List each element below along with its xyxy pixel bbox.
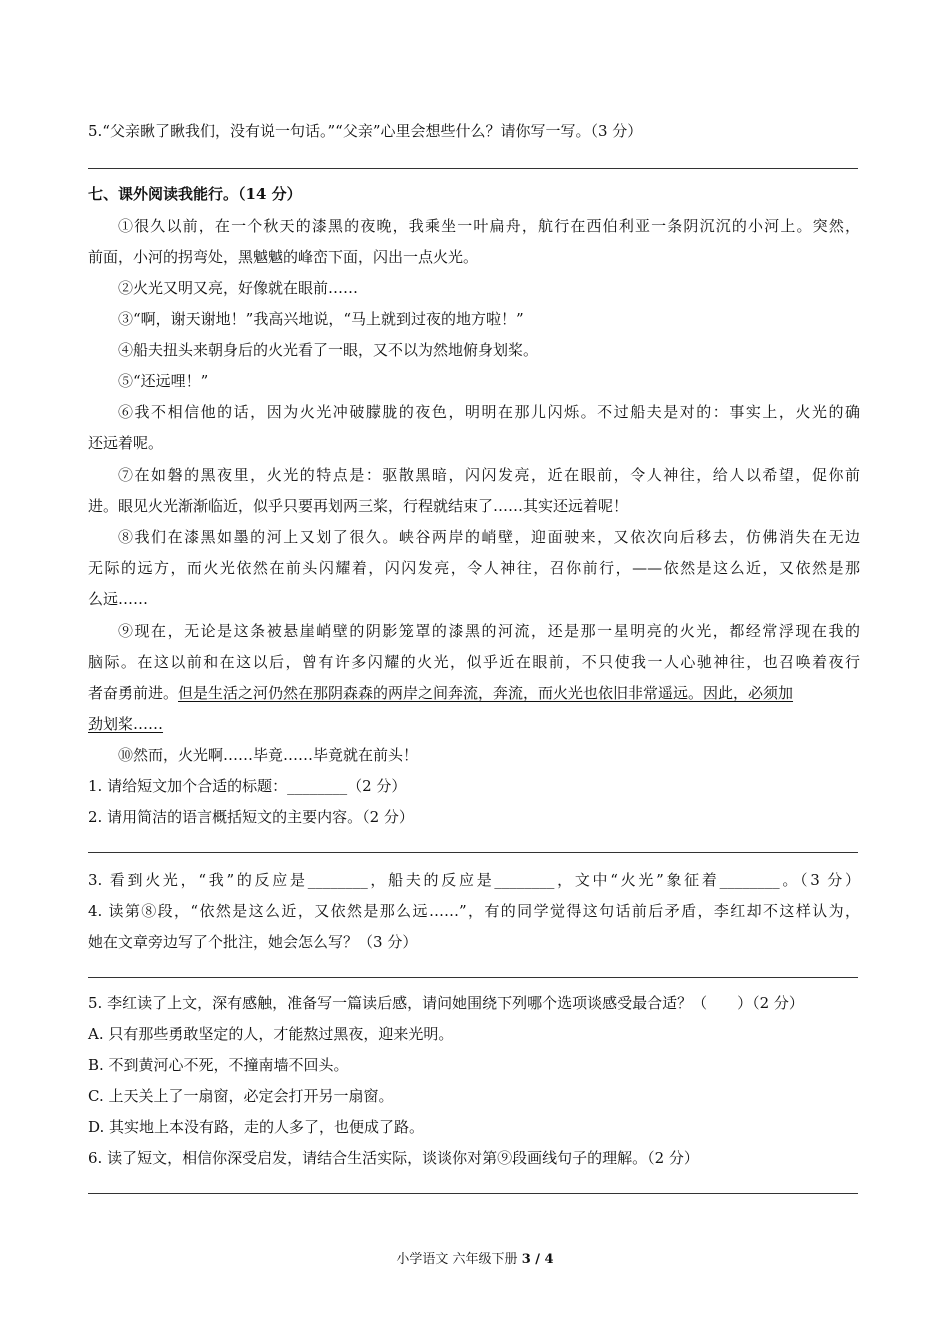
passage-paragraph-9-line3 (88, 683, 793, 703)
section-7-heading: 七、课外阅读我能行。（14 分） (88, 185, 302, 203)
option-a: A. 只有那些勇敢坚定的人，才能熬过黑夜，迎来光明。 (88, 1025, 454, 1043)
passage-paragraph-3: ③“啊，谢天谢地！”我高兴地说，“马上就到过夜的地方啦！” (118, 310, 524, 328)
passage-paragraph-6: ⑥我不相信他的话，因为火光冲破朦胧的夜色，明明在那儿闪烁。不过船夫是对的：事实上，火光的确 (118, 403, 860, 421)
passage-paragraph-5: ⑤“还远哩！” (118, 372, 209, 390)
passage-paragraph-1-cont: 前面，小河的拐弯处，黑魆魆的峰峦下面，闪出一点火光。 (88, 248, 479, 266)
underlined-sentence-end: 劲划桨…… (88, 715, 164, 733)
passage-paragraph-8: ⑧我们在漆黑如墨的河上又划了很久。峡谷两岸的峭壁，迎面驶来，又依次向后移去，仿佛消失在无边 (118, 528, 860, 546)
passage-paragraph-1: ①很久以前，在一个秋天的漆黑的夜晚，我乘坐一叶扁舟，航行在西伯利亚一条阴沉沉的小河上。突然， (118, 217, 860, 235)
question-5: 5. 李红读了上文，深有感触，准备写一篇读后感，请问她围绕下列哪个选项谈感受最合适？（ ）（2 分） (88, 994, 804, 1012)
question-4: 4. 读第⑧段，“依然是这么近，又依然是那么远……”，有的同学觉得这句话前后矛盾，李红却不这样认为， (88, 902, 860, 920)
option-c: C. 上天关上了一扇窗，必定会打开另一扇窗。 (88, 1087, 394, 1105)
option-d: D. 其实地上本没有路，走的人多了，也便成了路。 (88, 1118, 425, 1136)
answer-line (88, 1193, 858, 1194)
page-number: 3 / 4 (521, 1252, 554, 1267)
passage-paragraph-9-cont: 脑际。在这以前和在这以后，曾有许多闪耀的火光，似乎近在眼前，不只使我一人心驰神往，也召唤着夜行 (88, 653, 860, 671)
passage-paragraph-9: ⑨现在，无论是这条被悬崖峭壁的阴影笼罩的漆黑的河流，还是那一星明亮的火光，都经常浮现在我的 (118, 622, 860, 640)
footer-label: 小学语文 六年级下册 (396, 1252, 522, 1267)
question-2: 2. 请用简洁的语言概括短文的主要内容。（2 分） (88, 808, 414, 826)
question-4-cont: 她在文章旁边写了个批注，她会怎么写？（3 分） (88, 933, 418, 951)
passage-paragraph-2: ②火光又明又亮，好像就在眼前…… (118, 279, 359, 297)
option-b: B. 不到黄河心不死，不撞南墙不回头。 (88, 1056, 349, 1074)
answer-line (88, 168, 858, 169)
passage-paragraph-7: ⑦在如磐的黑夜里，火光的特点是：驱散黑暗，闪闪发亮，近在眼前，令人神往，给人以希望，促你前 (118, 466, 860, 484)
question-3: 3. 看到火光，“我”的反应是________，船夫的反应是________，文中“火光”象征着________。（3 分） (88, 871, 860, 889)
passage-paragraph-8-end: 么远…… (88, 590, 149, 608)
passage-paragraph-4: ④船夫扭头来朝身后的火光看了一眼，又不以为然地俯身划桨。 (118, 341, 539, 359)
underlined-sentence: 但是生活之河仍然在那阴森森的两岸之间奔流，奔流，而火光也依旧非常遥远。因此，必须加 (178, 684, 794, 702)
page-footer (0, 1251, 950, 1269)
passage-paragraph-7-cont: 进。眼见火光渐渐临近，似乎只要再划两三桨，行程就结束了……其实还远着呢！ (88, 497, 629, 515)
question-5-father: 5.“父亲瞅了瞅我们，没有说一句话。”“父亲”心里会想些什么？请你写一写。（3 分） (88, 122, 643, 140)
question-1: 1. 请给短文加个合适的标题：________（2 分） (88, 777, 407, 795)
answer-line (88, 852, 858, 853)
question-6: 6. 读了短文，相信你深受启发，请结合生活实际，谈谈你对第⑨段画线句子的理解。（2 分） (88, 1149, 699, 1167)
passage-text: 者奋勇前进。 (88, 684, 179, 702)
passage-paragraph-6-cont: 还远着呢。 (88, 434, 164, 452)
passage-paragraph-10: ⑩然而，火光啊……毕竟……毕竟就在前头！ (118, 746, 419, 764)
passage-paragraph-8-cont: 无际的远方，而火光依然在前头闪耀着，闪闪发亮，令人神往，召你前行，——依然是这么近，又依然是那 (88, 559, 860, 577)
answer-line (88, 977, 858, 978)
